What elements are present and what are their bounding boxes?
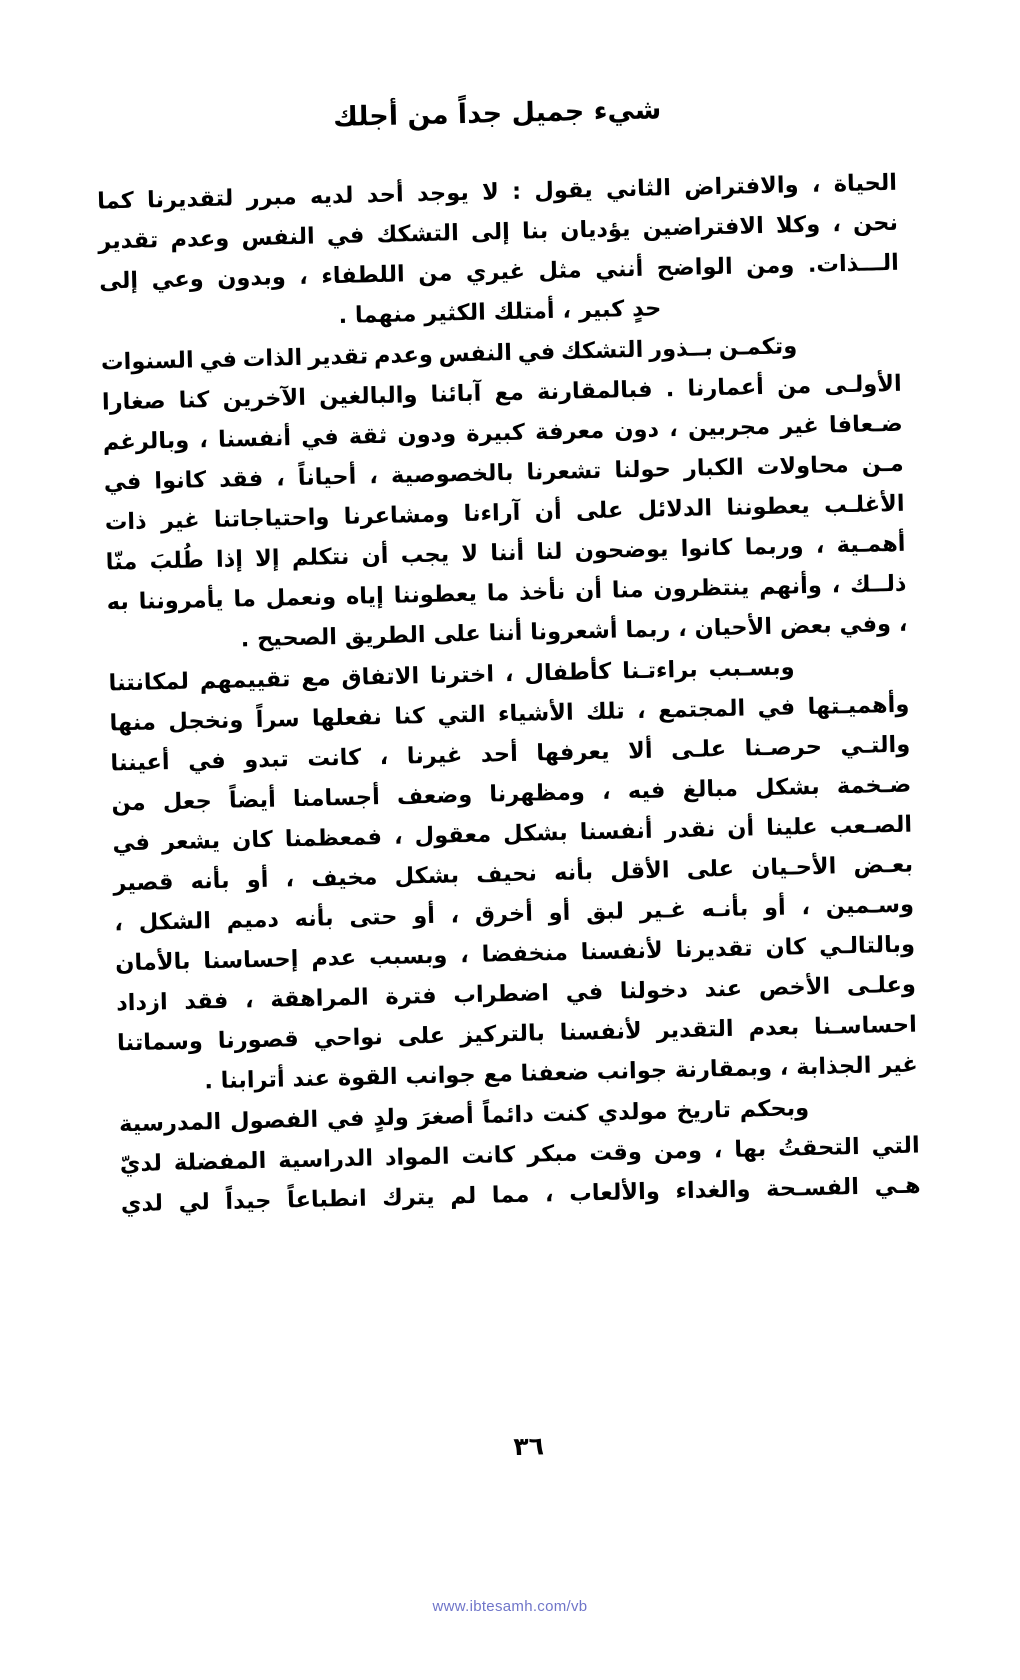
text-line: الحياة ، والافتراض الثاني يقول : لا يوجد أحد لديه مبرر لتقديرنا كما [96, 169, 898, 215]
text-line: مـن محاولات الكبار حولنا تشعرنا بالخصوصية ، أحياناً ، فقد كانوا في [103, 450, 904, 496]
paragraph-2 [101, 324, 908, 663]
text-line: ضـخمة بشكل مبالغ فيه ، ومظهرنا وضعف أجسامنا أيضاً جعل من [111, 771, 912, 817]
text-line: وبحكم تاريخ مولدي كنت دائماً أصغرَ ولدٍ في الفصول المدرسية [118, 1095, 810, 1138]
paragraph-3 [108, 645, 918, 1104]
paragraph-4 [118, 1086, 921, 1225]
text-line: وتكمـن بــذور التشكك في النفس وعدم تقدير الذات في السنوات [100, 333, 798, 376]
paragraph-1 [97, 163, 901, 342]
text-line: وأهميـتها في المجتمع ، تلك الأشياء التي كنا نفعلها سراً ونخجل منها [109, 691, 910, 737]
text-line: والتـي حرصـنا علـى ألا يعرفها أحد غيرنا ، كانت تبدو في أعيننا [110, 731, 911, 777]
text-line: الصـعب علينا أن نقدر أنفسنا بشكل معقول ، فمعظمنا كان يشعر في [112, 811, 913, 857]
text-line: نحن ، وكلا الافتراضين يؤديان بنا إلى التشكك في النفس وعدم تقدير [97, 209, 899, 255]
text-line: حدٍ كبير ، أمتلك الكثير منهما . [338, 295, 662, 329]
text-line: وعلـى الأخص عند دخولنا في اضطراب فترة المراهقة ، فقد ازداد [115, 971, 917, 1017]
text-line: ضـعافا غير مجربين ، دون معرفة كبيرة ودون ثقة في أنفسنا ، وبالرغم [102, 410, 903, 456]
text-line: وبسـبب براءتـنا كأطفال ، اخترنا الاتفاق مع تقييمهم لمكانتنا [108, 654, 795, 697]
text-line: ، وفي بعض الأحيان ، ربما أشعرونا أننا على الطريق الصحيح . [240, 610, 908, 653]
text-line: الأولـى من أعمارنا . فبالمقارنة مع آبائنا والبالغين الآخرين كنا صغارا [101, 370, 903, 416]
page-number: ٣٦ [513, 1431, 545, 1462]
text-line: التي التحقتُ بها ، ومن وقت مبكر كانت المواد الدراسية المفضلة لديّ [119, 1132, 920, 1178]
text-line: وبالتالـي كان تقديرنا لأنفسنا منخفضا ، وبسبب عدم إحساسنا بالأمان [114, 931, 916, 977]
page-title: شيء جميل جداً من أجلك [332, 94, 662, 134]
text-line: ذلــك ، وأنهم ينتظرون منا أن نأخذ ما يعطوننا إياه ونعمل ما يأمروننا به [106, 570, 907, 616]
text-line: الأغلـب يعطوننا الدلائل على أن آراءنا ومشاعرنا واحتياجاتنا غير ذات [104, 490, 905, 536]
text-line: أهمـية ، وربما كانوا يوضحون لنا أننا لا يجب أن نتكلم إلا إذا طُلبَ منّا [105, 530, 906, 576]
text-line: الـــذات. ومن الواضح أنني مثل غيري من اللطفاء ، وبدون وعي إلى [98, 249, 900, 295]
body-text [97, 163, 921, 1225]
text-line: غير الجذابة ، وبمقارنة جوانب ضعفنا مع جوانب القوة عند أترابنا . [204, 1051, 919, 1095]
text-line: وسـمين ، أو بأنـه غـير لبق أو أخرق ، أو حتى بأنه دميم الشكل ، [114, 891, 915, 937]
text-line: بعـض الأحـيان على الأقل بأنه نحيف بشكل مخيف ، أو بأنه قصير [113, 851, 914, 897]
text-line: هـي الفسـحة والغداء والألعاب ، مما لم يترك انطباعاً جيداً لي لدي [120, 1172, 921, 1218]
site-watermark: www.ibtesamh.com/vb [432, 1598, 588, 1615]
text-line: احساسـنا بعدم التقدير لأنفسنا بالتركيز على نواحي قصورنا وسماتنا [116, 1011, 918, 1057]
